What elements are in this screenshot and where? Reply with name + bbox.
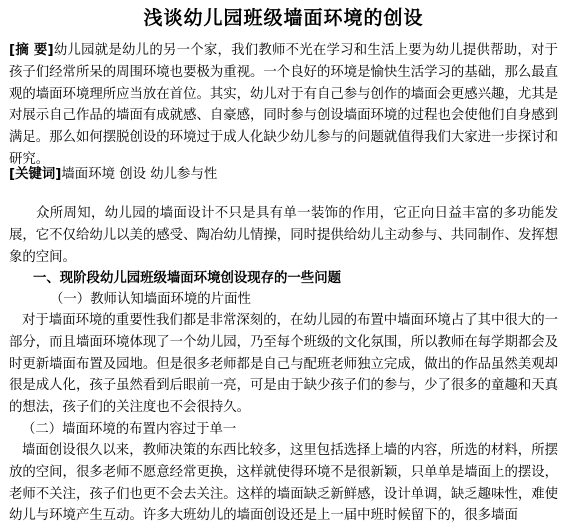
section-heading: 一、现阶段幼儿园班级墙面环境创设现存的一些问题 (33, 271, 341, 286)
keywords-text: 墙面环境 创设 幼儿参与性 (61, 167, 218, 182)
keywords-label: [关键词] (9, 167, 62, 182)
body-paragraph: 对于墙面环境的重要性我们都是非常深刻的，在幼儿园的布置中墙面环境占了其中很大的一部分，而且墙面环境体现了一个幼儿园，乃至每个班级的文化氛围，所以教师在每学期都会及时更新墙面布置及园地。但是很多老师都是自己与配班老师独立完成，做出的作品虽然美观却很是成人化，孩子虽然看到后眼前一亮，可是由于缺少孩子们的参与，少了很多的童趣和天真的想法，孩子们的关注度也不会很持久。 (9, 313, 559, 416)
intro-paragraph: 众所周知，幼儿园的墙面设计不只是具有单一装饰的作用，它正向日益丰富的多功能发展，它不仅给幼儿以美的感受、陶冶幼儿情操，同时提供给幼儿主动参与、共同制作、发挥想象的空间。 (9, 206, 559, 265)
subsection-heading: （二）墙面环境的布置内容过于单一 (22, 422, 237, 437)
abstract-label: [摘 要] (9, 43, 54, 58)
body-paragraph: 墙面创设很久以来，教师决策的东西比较多，这里包括选择上墙的内容，所选的材料，所摆放的空间，很多老师不愿意经常更换，这样就使得环境不是很新颖，只单单是墙面上的摆设，老师不关注，孩子们也更不会去关注。这样的墙面缺乏新鲜感，设计单调，缺乏趣味性，难使幼儿与环境产生互动。许多大班幼儿的墙面创设还是上一届中班时候留下的，很多墙面 (9, 443, 558, 523)
keywords-line (9, 164, 558, 186)
abstract-paragraph (9, 40, 558, 171)
subsection-heading: （一）教师认知墙面环境的片面性 (50, 292, 251, 307)
abstract-text: 幼儿园就是幼儿的另一个家，我们教师不光在学习和生活上要为幼儿提供帮助，对于孩子们经常所呆的周围环境也要极为重视。一个良好的环境是愉快生活学习的基础，那么最直观的墙面环境理所应当放在首位。其实，幼儿对于有自己参与创作的墙面会更感兴趣，尤其是对展示自己作品的墙面有成就感、自豪感，同时参与创设墙面环境的过程也会使他们自身感到满足。那么如何摆脱创设的环境过于成人化缺少幼儿参与的问题就值得我们大家进一步探讨和研究。 (9, 43, 559, 167)
article-title: 浅谈幼儿园班级墙面环境的创设 (143, 7, 424, 29)
